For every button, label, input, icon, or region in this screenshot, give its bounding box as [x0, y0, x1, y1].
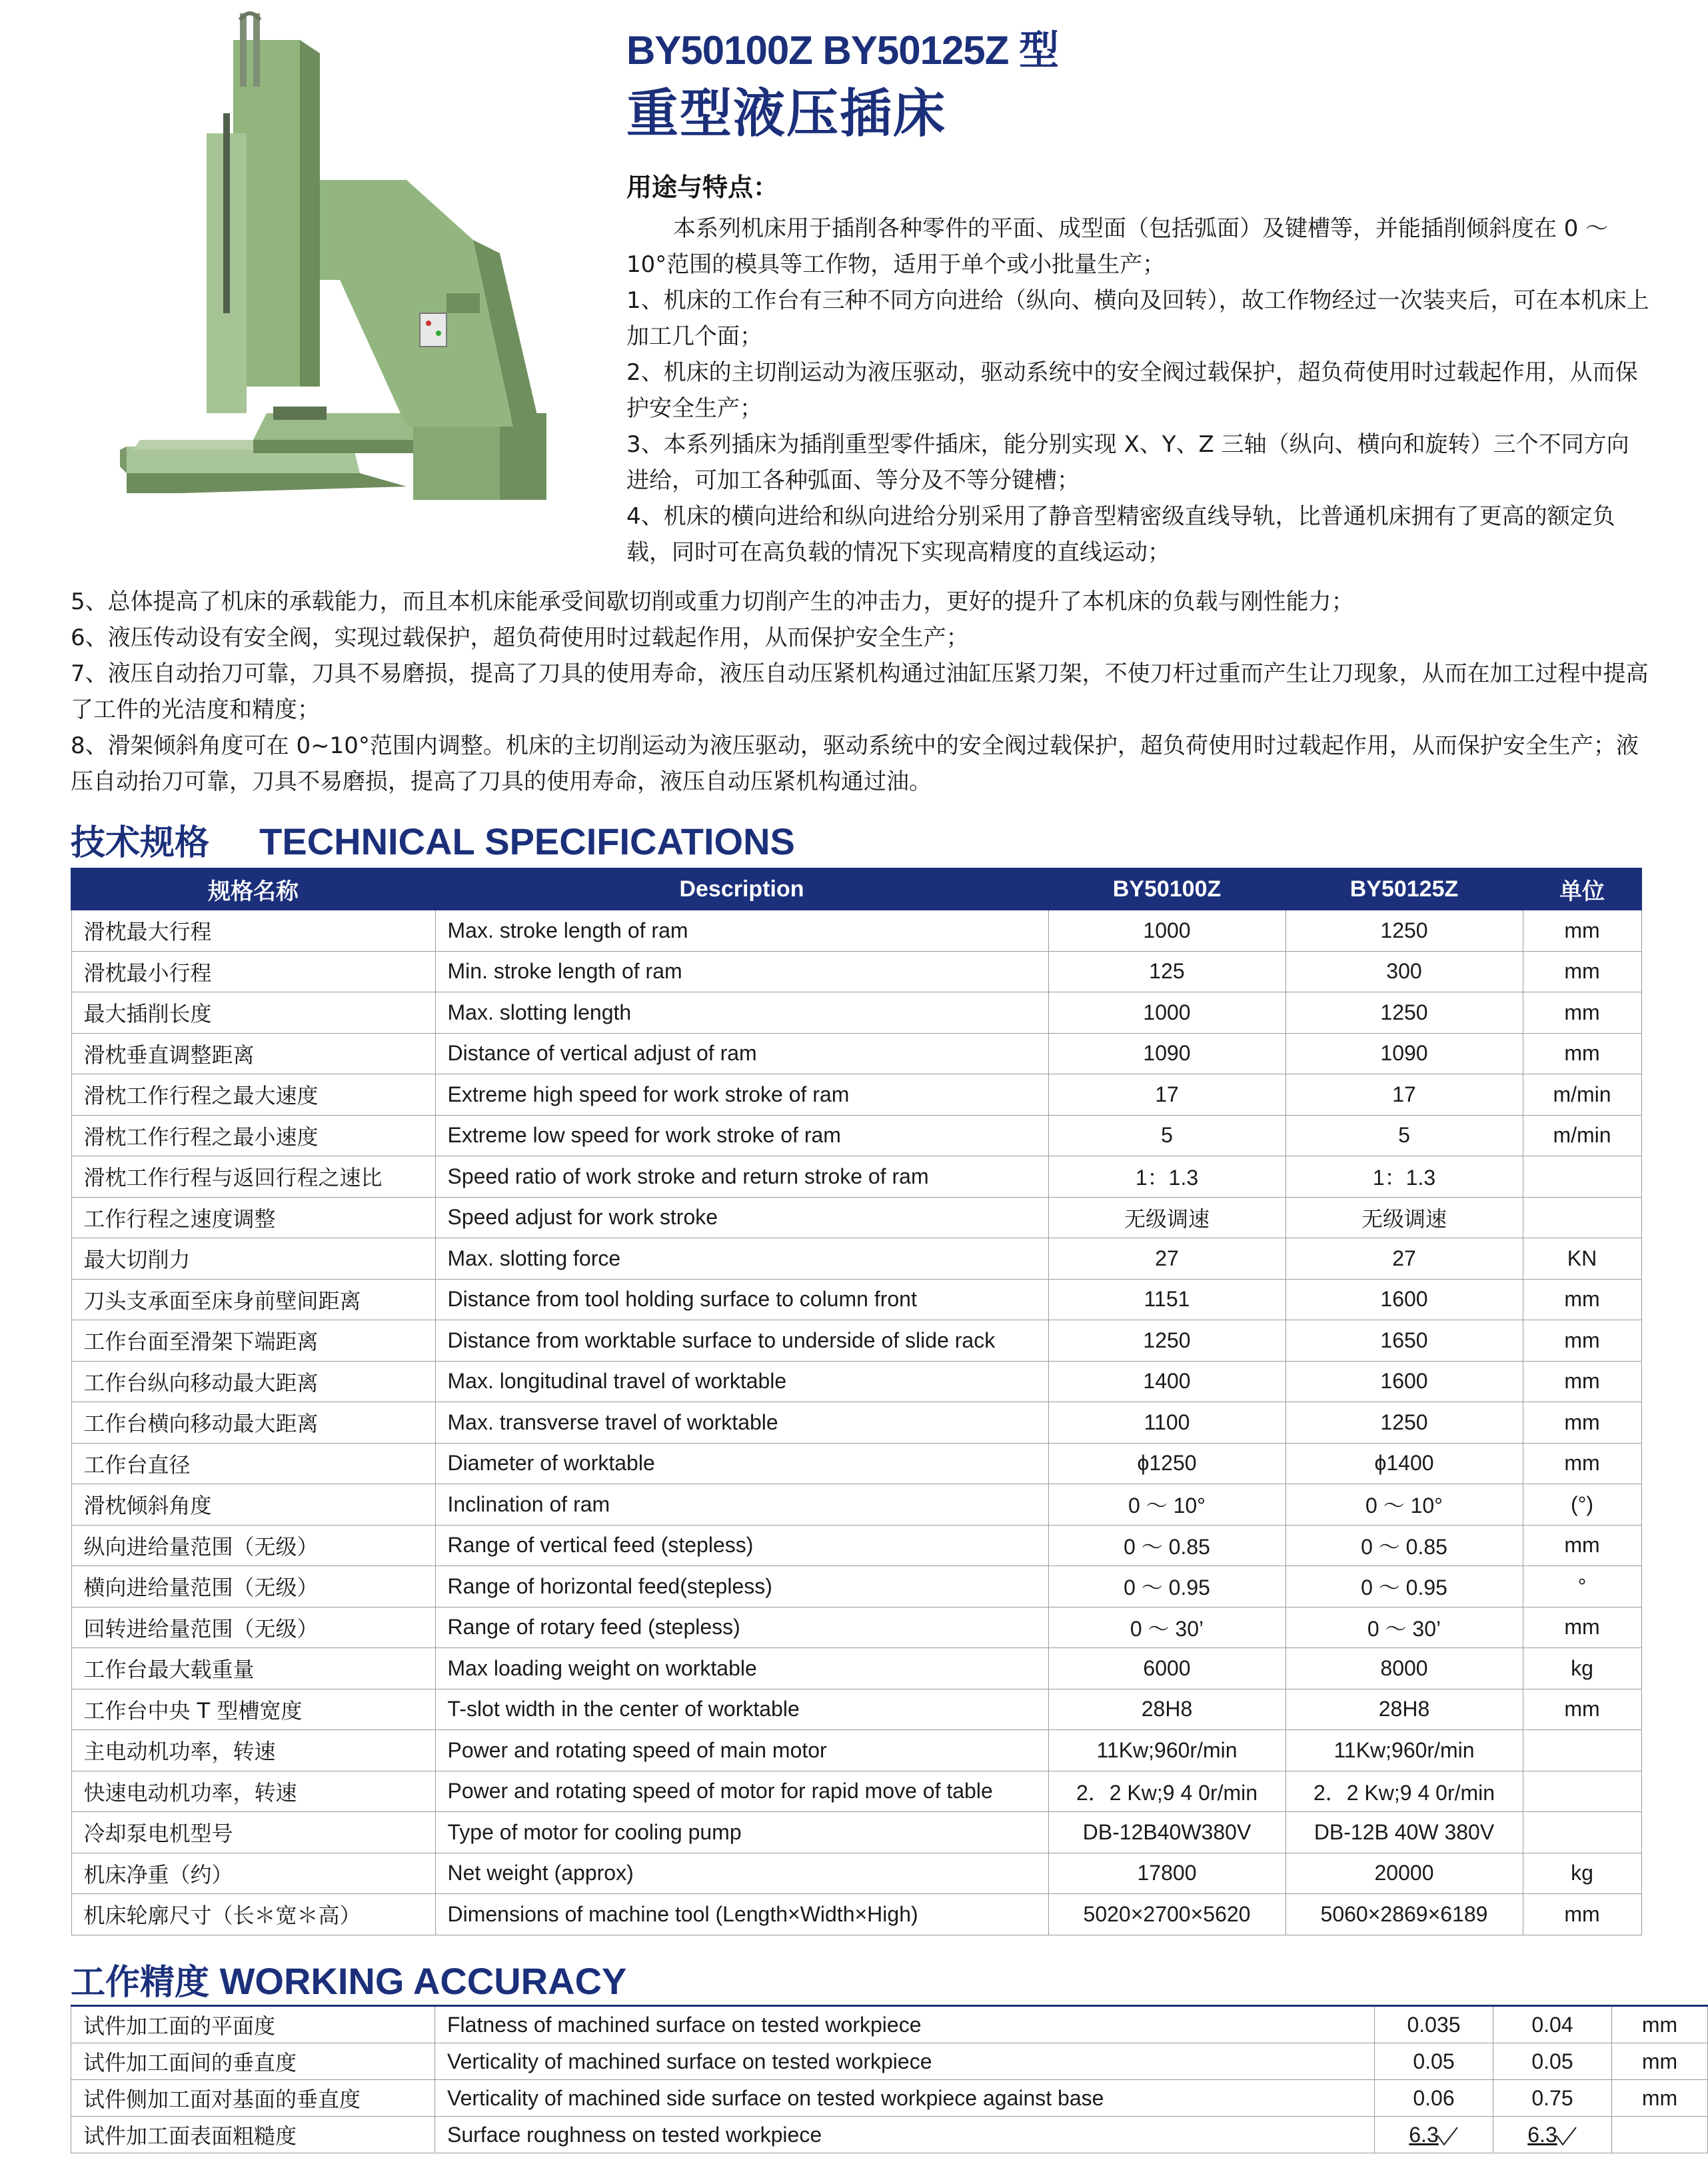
spec-name-cell: 回转进给量范围（无级）: [71, 1607, 435, 1648]
spec-unit-cell: kg: [1523, 1648, 1641, 1689]
model-title: BY50100Z BY50125Z 型: [626, 28, 1059, 73]
roughness-value: 6.3: [1409, 2122, 1439, 2147]
spec-by50100z-cell: 1000: [1048, 910, 1285, 951]
spec-by50100z-cell: 1250: [1048, 1320, 1285, 1362]
spec-unit-cell: mm: [1523, 1361, 1641, 1402]
accuracy-name-cell: 试件加工面表面粗糙度: [71, 2117, 435, 2153]
spec-by50100z-cell: 5: [1048, 1115, 1285, 1156]
spec-name-cell: 最大插削长度: [71, 992, 435, 1034]
spec-by50125z-cell: 无级调速: [1285, 1197, 1523, 1238]
spec-description-cell: Dimensions of machine tool (Length×Width×High): [435, 1894, 1048, 1935]
table-row: [71, 1033, 1641, 1074]
spec-description-cell: Range of vertical feed (stepless): [435, 1525, 1048, 1566]
spec-description-cell: Net weight (approx): [435, 1853, 1048, 1894]
spec-name-cell: 机床轮廓尺寸（长＊宽＊高）: [71, 1894, 435, 1935]
spec-description-cell: Max. slotting length: [435, 992, 1048, 1034]
spec-unit-cell: mm: [1523, 910, 1641, 951]
table-row: [71, 1156, 1641, 1198]
spec-by50100z-cell: 5020×2700×5620: [1048, 1894, 1285, 1935]
spec-unit-cell: mm: [1523, 951, 1641, 992]
spec-description-cell: Speed adjust for work stroke: [435, 1197, 1048, 1238]
feature-item: 1、机床的工作台有三种不同方向进给（纵向、横向及回转），故工作物经过一次装夹后，可在本机床上加工几个面；: [626, 287, 1649, 350]
spec-by50125z-cell: DB-12B 40W 380V: [1285, 1812, 1523, 1853]
spec-unit-cell: m/min: [1523, 1074, 1641, 1116]
spec-by50100z-cell: 1400: [1048, 1361, 1285, 1402]
spec-description-cell: Diameter of worktable: [435, 1443, 1048, 1484]
table-row: [71, 1894, 1641, 1935]
spec-unit-cell: KN: [1523, 1238, 1641, 1280]
spec-by50100z-cell: 0 ～ 30’: [1048, 1607, 1285, 1648]
feature-item: 7、液压自动抬刀可靠，刀具不易磨损，提高了刀具的使用寿命，液压自动压紧机构通过油缸压紧刀架，不使刀杆过重而产生让刀现象，从而在加工过程中提高了工件的光洁度和精度；: [71, 660, 1649, 723]
spec-by50125z-cell: 1600: [1285, 1279, 1523, 1320]
column-header: BY50100Z: [1048, 868, 1285, 910]
spec-by50125z-cell: 1：1.3: [1285, 1156, 1523, 1198]
accuracy-by50125z-cell: 0.04: [1493, 2006, 1612, 2043]
table-row: [71, 1566, 1641, 1608]
spec-description-cell: Max. transverse travel of worktable: [435, 1402, 1048, 1444]
accuracy-table: [71, 2005, 1708, 2153]
spec-name-cell: 滑枕工作行程之最小速度: [71, 1115, 435, 1156]
spec-by50125z-cell: 1250: [1285, 1402, 1523, 1444]
table-row: [71, 1074, 1641, 1116]
table-row: [71, 1320, 1641, 1362]
spec-unit-cell: [1523, 1730, 1641, 1771]
table-row: [71, 1607, 1641, 1648]
spec-name-cell: 工作台直径: [71, 1443, 435, 1484]
spec-heading-zh: 技术规格: [71, 823, 210, 863]
spec-heading: [71, 814, 795, 864]
feature-item: 5、总体提高了机床的承载能力，而且本机床能承受间歇切削或重力切削产生的冲击力，更好的提升了本机床的负载与刚性能力；: [71, 588, 1354, 615]
table-row: [71, 1279, 1641, 1320]
spec-by50125z-cell: 0 ～ 30’: [1285, 1607, 1523, 1648]
spec-name-cell: 主电动机功率，转速: [71, 1730, 435, 1771]
spec-unit-cell: (°): [1523, 1484, 1641, 1526]
spec-by50125z-cell: 1090: [1285, 1033, 1523, 1074]
spec-table: [71, 868, 1642, 1935]
spec-by50100z-cell: 0 ～ 0.85: [1048, 1525, 1285, 1566]
spec-unit-cell: [1523, 1156, 1641, 1198]
accuracy-name-cell: 试件加工面间的垂直度: [71, 2043, 435, 2080]
spec-name-cell: 最大切削力: [71, 1238, 435, 1280]
table-row: [71, 1197, 1641, 1238]
table-row: [71, 1443, 1641, 1484]
spec-by50100z-cell: 1100: [1048, 1402, 1285, 1444]
features-intro: 本系列机床用于插削各种零件的平面、成型面（包括弧面）及键槽等，并能插削倾斜度在 0 ～ 10°范围的模具等工作物，适用于单个或小批量生产；: [626, 215, 1609, 278]
accuracy-unit-cell: [1612, 2117, 1708, 2153]
spec-by50100z-cell: 125: [1048, 951, 1285, 992]
accuracy-description-cell: Flatness of machined surface on tested workpiece: [435, 2006, 1375, 2043]
table-row: [71, 1115, 1641, 1156]
spec-by50125z-cell: 20000: [1285, 1853, 1523, 1894]
feature-item: 4、机床的横向进给和纵向进给分别采用了静音型精密级直线导轨，比普通机床拥有了更高的额定负载，同时可在高负载的情况下实现高精度的直线运动；: [626, 503, 1615, 566]
spec-description-cell: Max. slotting force: [435, 1238, 1048, 1280]
spec-name-cell: 工作台纵向移动最大距离: [71, 1361, 435, 1402]
accuracy-by50125z-cell: 0.75: [1493, 2080, 1612, 2117]
spec-name-cell: 横向进给量范围（无级）: [71, 1566, 435, 1608]
spec-by50125z-cell: ϕ1400: [1285, 1443, 1523, 1484]
spec-description-cell: Distance from worktable surface to underside of slide rack: [435, 1320, 1048, 1362]
spec-by50125z-cell: 0 ～ 0.85: [1285, 1525, 1523, 1566]
spec-by50125z-cell: 0 ～ 10°: [1285, 1484, 1523, 1526]
spec-description-cell: Max loading weight on worktable: [435, 1648, 1048, 1689]
table-row: [71, 1525, 1641, 1566]
table-row: [71, 992, 1641, 1034]
table-row: [71, 1730, 1641, 1771]
spec-description-cell: Power and rotating speed of main motor: [435, 1730, 1048, 1771]
accuracy-unit-cell: mm: [1612, 2043, 1708, 2080]
accuracy-by50125z-cell: [1493, 2117, 1612, 2153]
spec-description-cell: Max. stroke length of ram: [435, 910, 1048, 951]
table-row: [71, 1853, 1641, 1894]
spec-by50100z-cell: 6000: [1048, 1648, 1285, 1689]
spec-unit-cell: mm: [1523, 1320, 1641, 1362]
spec-unit-cell: mm: [1523, 1279, 1641, 1320]
accuracy-description-cell: Verticality of machined side surface on tested workpiece against base: [435, 2080, 1375, 2117]
table-row: [71, 1361, 1641, 1402]
spec-name-cell: 滑枕垂直调整距离: [71, 1033, 435, 1074]
spec-by50100z-cell: 2．2 Kw;9 4 0r/min: [1048, 1771, 1285, 1812]
table-row: [71, 910, 1641, 951]
table-row: [71, 2043, 1708, 2080]
spec-unit-cell: kg: [1523, 1853, 1641, 1894]
spec-by50100z-cell: 0 ～ 10°: [1048, 1484, 1285, 1526]
spec-by50125z-cell: 8000: [1285, 1648, 1523, 1689]
column-header: 规格名称: [71, 868, 435, 910]
spec-unit-cell: mm: [1523, 1033, 1641, 1074]
features-intro-block: [626, 211, 1649, 570]
spec-name-cell: 滑枕最大行程: [71, 910, 435, 951]
spec-name-cell: 滑枕最小行程: [71, 951, 435, 992]
accuracy-name-cell: 试件侧加工面对基面的垂直度: [71, 2080, 435, 2117]
spec-description-cell: Extreme low speed for work stroke of ram: [435, 1115, 1048, 1156]
spec-by50100z-cell: 11Kw;960r/min: [1048, 1730, 1285, 1771]
spec-by50100z-cell: 28H8: [1048, 1689, 1285, 1730]
spec-unit-cell: mm: [1523, 992, 1641, 1034]
spec-by50125z-cell: 17: [1285, 1074, 1523, 1116]
spec-unit-cell: [1523, 1197, 1641, 1238]
spec-name-cell: 刀头支承面至床身前壁间距离: [71, 1279, 435, 1320]
feature-item: 8、滑架倾斜角度可在 0~10°范围内调整。机床的主切削运动为液压驱动，驱动系统中的安全阀过载保护，超负荷使用时过载起作用，从而保护安全生产；液压自动抬刀可靠，刀具不易磨损，提高了刀具的使用寿命，液压自动压紧机构通过油。: [71, 732, 1639, 795]
accuracy-by50100z-cell: 0.035: [1375, 2006, 1493, 2043]
feature-item: 2、机床的主切削运动为液压驱动，驱动系统中的安全阀过载保护，超负荷使用时过载起作用，从而保护安全生产；: [626, 359, 1638, 422]
spec-description-cell: T-slot width in the center of worktable: [435, 1689, 1048, 1730]
spec-description-cell: Min. stroke length of ram: [435, 951, 1048, 992]
spec-unit-cell: mm: [1523, 1607, 1641, 1648]
spec-name-cell: 工作台横向移动最大距离: [71, 1402, 435, 1444]
spec-description-cell: Power and rotating speed of motor for rapid move of table: [435, 1771, 1048, 1812]
spec-description-cell: Range of rotary feed (stepless): [435, 1607, 1048, 1648]
spec-name-cell: 快速电动机功率，转速: [71, 1771, 435, 1812]
spec-name-cell: 工作行程之速度调整: [71, 1197, 435, 1238]
table-row: [71, 1238, 1641, 1280]
spec-by50125z-cell: 28H8: [1285, 1689, 1523, 1730]
table-row: [71, 1402, 1641, 1444]
spec-unit-cell: mm: [1523, 1894, 1641, 1935]
spec-by50100z-cell: 17800: [1048, 1853, 1285, 1894]
table-row: [71, 1771, 1641, 1812]
spec-unit-cell: °: [1523, 1566, 1641, 1608]
table-row: [71, 1812, 1641, 1853]
spec-unit-cell: [1523, 1771, 1641, 1812]
accuracy-heading-en: WORKING ACCURACY: [219, 1960, 627, 2002]
table-row: [71, 2006, 1708, 2043]
spec-by50100z-cell: 27: [1048, 1238, 1285, 1280]
table-row: [71, 951, 1641, 992]
spec-by50125z-cell: 11Kw;960r/min: [1285, 1730, 1523, 1771]
spec-unit-cell: mm: [1523, 1689, 1641, 1730]
spec-description-cell: Distance from tool holding surface to column front: [435, 1279, 1048, 1320]
spec-description-cell: Distance of vertical adjust of ram: [435, 1033, 1048, 1074]
spec-by50100z-cell: DB-12B40W380V: [1048, 1812, 1285, 1853]
accuracy-unit-cell: mm: [1612, 2006, 1708, 2043]
accuracy-name-cell: 试件加工面的平面度: [71, 2006, 435, 2043]
table-row: [71, 1689, 1641, 1730]
accuracy-heading-zh: 工作精度: [71, 1963, 210, 2003]
table-row: [71, 2080, 1708, 2117]
spec-name-cell: 滑枕工作行程与返回行程之速比: [71, 1156, 435, 1198]
spec-description-cell: Type of motor for cooling pump: [435, 1812, 1048, 1853]
accuracy-by50100z-cell: 0.05: [1375, 2043, 1493, 2080]
spec-by50100z-cell: 1151: [1048, 1279, 1285, 1320]
spec-name-cell: 冷却泵电机型号: [71, 1812, 435, 1853]
spec-unit-cell: mm: [1523, 1402, 1641, 1444]
roughness-value: 6.3: [1527, 2122, 1557, 2147]
features-list-block: [71, 584, 1650, 800]
feature-item: 6、液压传动设有安全阀，实现过载保护，超负荷使用时过载起作用，从而保护安全生产；: [71, 624, 969, 651]
spec-name-cell: 纵向进给量范围（无级）: [71, 1525, 435, 1566]
spec-description-cell: Inclination of ram: [435, 1484, 1048, 1526]
spec-description-cell: Extreme high speed for work stroke of ram: [435, 1074, 1048, 1116]
spec-name-cell: 机床净重（约）: [71, 1853, 435, 1894]
spec-by50125z-cell: 0 ～ 0.95: [1285, 1566, 1523, 1608]
spec-name-cell: 滑枕工作行程之最大速度: [71, 1074, 435, 1116]
spec-name-cell: 滑枕倾斜角度: [71, 1484, 435, 1526]
spec-by50125z-cell: 1250: [1285, 992, 1523, 1034]
column-header: Description: [435, 868, 1048, 910]
spec-unit-cell: m/min: [1523, 1115, 1641, 1156]
spec-unit-cell: mm: [1523, 1443, 1641, 1484]
accuracy-by50100z-cell: 0.06: [1375, 2080, 1493, 2117]
spec-unit-cell: [1523, 1812, 1641, 1853]
spec-by50125z-cell: 300: [1285, 951, 1523, 992]
spec-header-row: [71, 868, 1641, 910]
column-header: 单位: [1523, 868, 1641, 910]
spec-by50125z-cell: 2．2 Kw;9 4 0r/min: [1285, 1771, 1523, 1812]
spec-by50100z-cell: 1090: [1048, 1033, 1285, 1074]
spec-by50100z-cell: 1000: [1048, 992, 1285, 1034]
accuracy-heading: [71, 1954, 626, 2004]
spec-heading-en: TECHNICAL SPECIFICATIONS: [259, 820, 795, 862]
accuracy-description-cell: Verticality of machined surface on tested workpiece: [435, 2043, 1375, 2080]
spec-by50100z-cell: 无级调速: [1048, 1197, 1285, 1238]
table-row: [71, 2117, 1708, 2153]
accuracy-description-cell: Surface roughness on tested workpiece: [435, 2117, 1375, 2153]
spec-name-cell: 工作台面至滑架下端距离: [71, 1320, 435, 1362]
machine-photo: [100, 13, 566, 527]
spec-by50100z-cell: 1：1.3: [1048, 1156, 1285, 1198]
spec-by50125z-cell: 27: [1285, 1238, 1523, 1280]
spec-name-cell: 工作台最大载重量: [71, 1648, 435, 1689]
features-heading: 用途与特点：: [626, 173, 779, 202]
surface-roughness-icon: [1436, 2126, 1459, 2146]
product-name: 重型液压插床: [626, 84, 947, 144]
spec-by50125z-cell: 1650: [1285, 1320, 1523, 1362]
spec-by50100z-cell: ϕ1250: [1048, 1443, 1285, 1484]
table-row: [71, 1484, 1641, 1526]
accuracy-unit-cell: mm: [1612, 2080, 1708, 2117]
spec-by50125z-cell: 5060×2869×6189: [1285, 1894, 1523, 1935]
spec-description-cell: Range of horizontal feed(stepless): [435, 1566, 1048, 1608]
spec-by50125z-cell: 1250: [1285, 910, 1523, 951]
spec-description-cell: Max. longitudinal travel of worktable: [435, 1361, 1048, 1402]
spec-by50125z-cell: 5: [1285, 1115, 1523, 1156]
spec-by50100z-cell: 17: [1048, 1074, 1285, 1116]
spec-by50100z-cell: 0 ～ 0.95: [1048, 1566, 1285, 1608]
feature-item: 3、本系列插床为插削重型零件插床，能分别实现 X、Y、Z 三轴（纵向、横向和旋转）三个不同方向进给，可加工各种弧面、等分及不等分键槽；: [626, 431, 1629, 494]
surface-roughness-icon: [1555, 2126, 1577, 2146]
accuracy-by50100z-cell: [1375, 2117, 1493, 2153]
spec-by50125z-cell: 1600: [1285, 1361, 1523, 1402]
column-header: BY50125Z: [1285, 868, 1523, 910]
accuracy-by50125z-cell: 0.05: [1493, 2043, 1612, 2080]
spec-unit-cell: mm: [1523, 1525, 1641, 1566]
table-row: [71, 1648, 1641, 1689]
spec-name-cell: 工作台中央 T 型槽宽度: [71, 1689, 435, 1730]
spec-description-cell: Speed ratio of work stroke and return stroke of ram: [435, 1156, 1048, 1198]
